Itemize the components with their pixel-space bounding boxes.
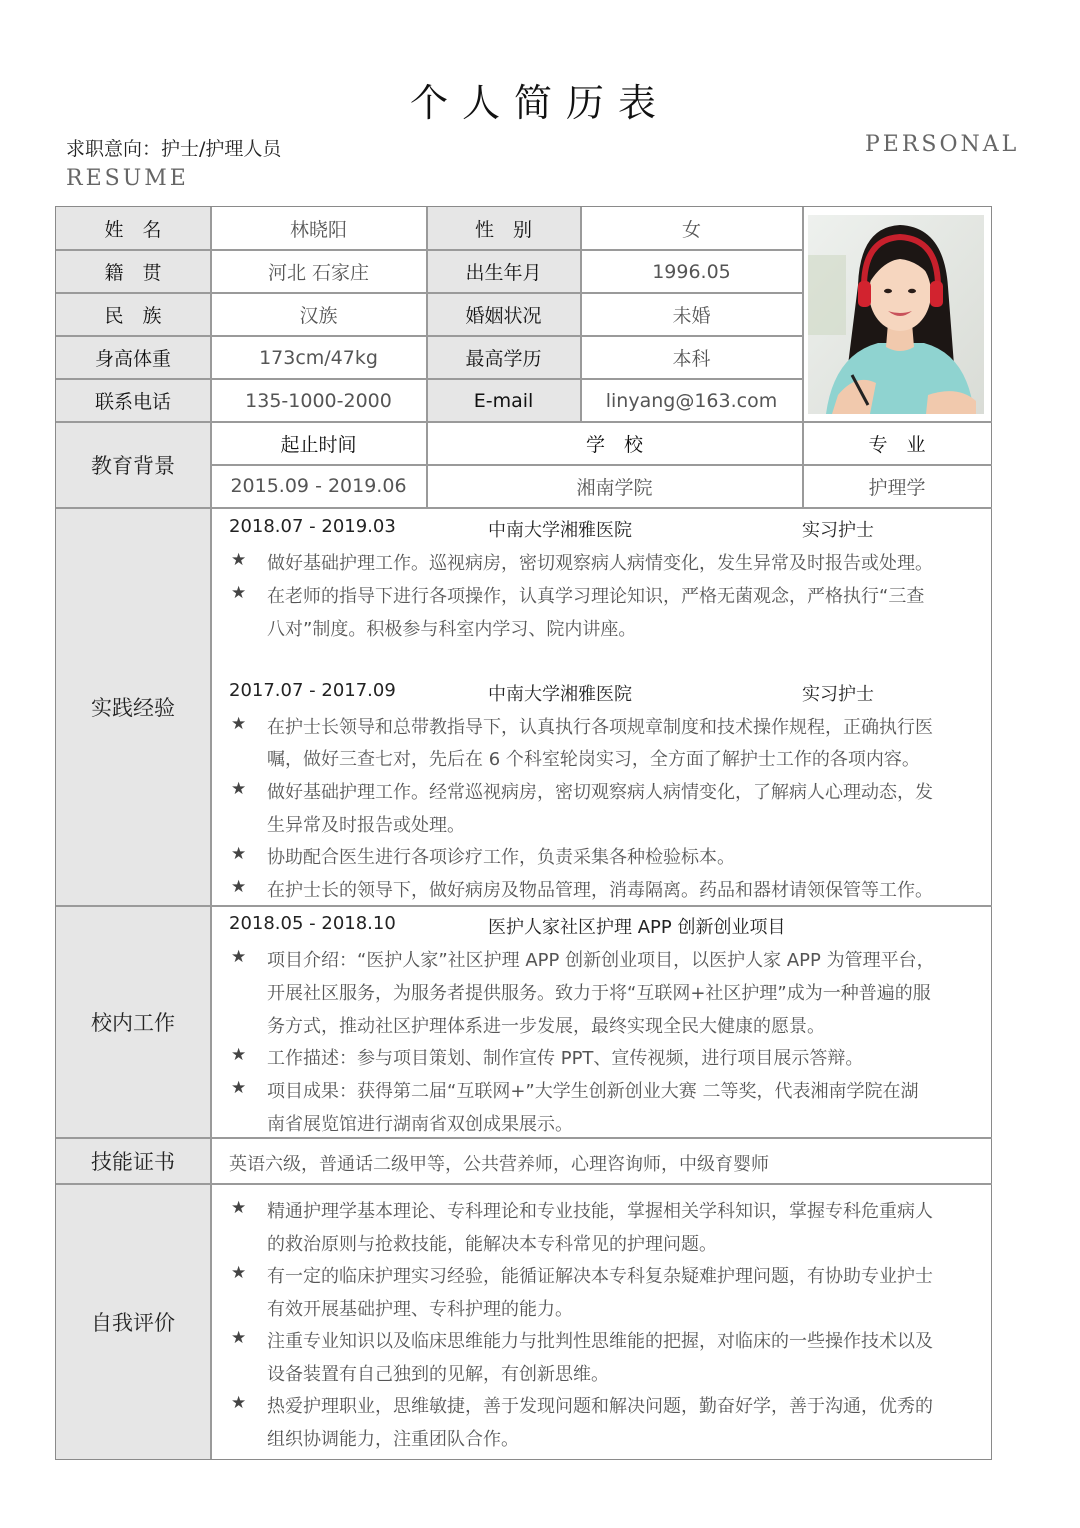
origin-label: 籍 贯 — [104, 262, 162, 284]
bullet-star: ★ — [231, 947, 247, 967]
gender-value: 女 — [681, 219, 701, 241]
bullet-star: ★ — [231, 1078, 247, 1098]
job-item: 在老师的指导下进行各项操作，认真学习理论知识，严格无菌观念，严格执行“三查 — [267, 586, 925, 607]
job-item: 做好基础护理工作。巡视病房，密切观察病人病情变化，发生异常及时报告或处理。 — [267, 553, 933, 574]
degree-value: 本科 — [672, 348, 711, 370]
ethnic-label: 民 族 — [104, 305, 162, 327]
name-label: 姓 名 — [104, 219, 162, 241]
project-item: 项目介绍：“医护人家”社区护理 APP 创新创业项目，以医护人家 APP 为管理平台， — [267, 950, 935, 971]
job-item: 八对”制度。积极参与科室内学习、院内讲座。 — [267, 619, 637, 640]
email-value: linyang@163.com — [605, 389, 778, 412]
job-item: 在护士长的领导下，做好病房及物品管理，消毒隔离。药品和器材请领保管等工作。 — [267, 880, 933, 901]
project-item: 开展社区服务，为服务者提供服务。致力于将“互联网+社区护理”成为一种普遍的服 — [267, 983, 931, 1004]
skills-text: 英语六级，普通话二级甲等，公共营养师，心理咨询师，中级育婴师 — [229, 1154, 769, 1175]
job-role: 实习护士 — [802, 684, 874, 705]
marital-label: 婚姻状况 — [465, 305, 542, 327]
job-org: 中南大学湘雅医院 — [488, 520, 632, 541]
project-item: 南省展览馆进行湖南省双创成果展示。 — [267, 1114, 573, 1135]
job-intent: 求职意向：护士/护理人员 — [66, 138, 282, 160]
edu-col-school: 学 校 — [585, 433, 643, 456]
job-item: 做好基础护理工作。经常巡视病房，密切观察病人病情变化，了解病人心理动态，发 — [267, 782, 933, 803]
phone-label: 联系电话 — [94, 391, 171, 413]
profile-photo — [808, 215, 984, 414]
education-label: 教育背景 — [91, 453, 175, 478]
self-item: 热爱护理职业，思维敏捷，善于发现问题和解决问题，勤奋好学，善于沟通，优秀的 — [267, 1396, 933, 1417]
job-item: 生异常及时报告或处理。 — [267, 815, 465, 836]
bullet-star: ★ — [231, 714, 247, 734]
bullet-star: ★ — [231, 1198, 247, 1218]
practice-label: 实践经验 — [91, 695, 175, 720]
edu-school: 湘南学院 — [576, 476, 653, 499]
job-item: 在护士长领导和总带教指导下，认真执行各项规章制度和技术操作规程，正确执行医 — [267, 717, 933, 738]
self-item: 有效开展基础护理、专科护理的能力。 — [267, 1299, 573, 1320]
email-label: E-mail — [473, 389, 534, 412]
personal-tag: PERSONAL — [865, 132, 1020, 157]
self-label: 自我评价 — [91, 1310, 175, 1335]
project-name: 医护人家社区护理 APP 创新创业项目 — [488, 917, 786, 938]
self-item: 设备装置有自己独到的见解，有创新思维。 — [267, 1364, 609, 1385]
birth-label: 出生年月 — [465, 262, 542, 284]
origin-value: 河北 石家庄 — [267, 262, 370, 284]
project-item: 务方式，推动社区护理体系进一步发展，最终实现全民大健康的愿景。 — [267, 1016, 825, 1037]
self-item: 的救治原则与抢救技能，能解决本专科常见的护理问题。 — [267, 1234, 717, 1255]
bullet-star: ★ — [231, 844, 247, 864]
bullet-star: ★ — [231, 1045, 247, 1065]
self-item: 注重专业知识以及临床思维能力与批判性思维能的把握，对临床的一些操作技术以及 — [267, 1331, 933, 1352]
job-date: 2017.07 - 2017.09 — [229, 680, 396, 701]
job-role: 实习护士 — [802, 520, 874, 541]
self-item: 有一定的临床护理实习经验，能循证解决本专科复杂疑难护理问题，有协助专业护士 — [267, 1266, 933, 1287]
bullet-star: ★ — [231, 1393, 247, 1413]
gender-label: 性 别 — [474, 219, 532, 241]
phone-value: 135-1000-2000 — [245, 389, 392, 412]
bullet-star: ★ — [231, 1263, 247, 1283]
body-label: 身高体重 — [94, 348, 171, 370]
job-org: 中南大学湘雅医院 — [488, 684, 632, 705]
bullet-star: ★ — [231, 877, 247, 897]
job-item: 协助配合医生进行各项诊疗工作，负责采集各种检验标本。 — [267, 847, 735, 868]
birth-value: 1996.05 — [652, 260, 731, 283]
skills-label: 技能证书 — [91, 1149, 175, 1174]
bullet-star: ★ — [231, 779, 247, 799]
ethnic-value: 汉族 — [299, 305, 338, 327]
marital-value: 未婚 — [672, 305, 711, 327]
bullet-star: ★ — [231, 1328, 247, 1348]
project-item: 工作描述：参与项目策划、制作宣传 PPT、宣传视频，进行项目展示答辩。 — [267, 1048, 864, 1069]
edu-time: 2015.09 - 2019.06 — [230, 475, 407, 497]
degree-label: 最高学历 — [465, 348, 542, 370]
edu-col-time: 起止时间 — [280, 433, 357, 456]
body-value: 173cm/47kg — [259, 346, 378, 369]
edu-major: 护理学 — [868, 476, 926, 499]
self-item: 精通护理学基本理论、专科理论和专业技能，掌握相关学科知识，掌握专科危重病人 — [267, 1201, 933, 1222]
job-item: 嘱，做好三查七对，先后在 6 个科室轮岗实习，全方面了解护士工作的各项内容。 — [267, 749, 920, 770]
bullet-star: ★ — [231, 583, 247, 603]
project-date: 2018.05 - 2018.10 — [229, 913, 396, 934]
edu-col-major: 专 业 — [868, 433, 926, 456]
campus-label: 校内工作 — [91, 1010, 175, 1035]
resume-tag: RESUME — [66, 166, 189, 191]
self-item: 组织协调能力，注重团队合作。 — [267, 1429, 519, 1450]
name-value: 林晓阳 — [289, 219, 347, 241]
project-item: 项目成果：获得第二届“互联网+”大学生创新创业大赛 二等奖，代表湘南学院在湖 — [267, 1081, 919, 1102]
page-title: 个人简历表 — [409, 81, 670, 125]
bullet-star: ★ — [231, 550, 247, 570]
job-date: 2018.07 - 2019.03 — [229, 516, 396, 537]
